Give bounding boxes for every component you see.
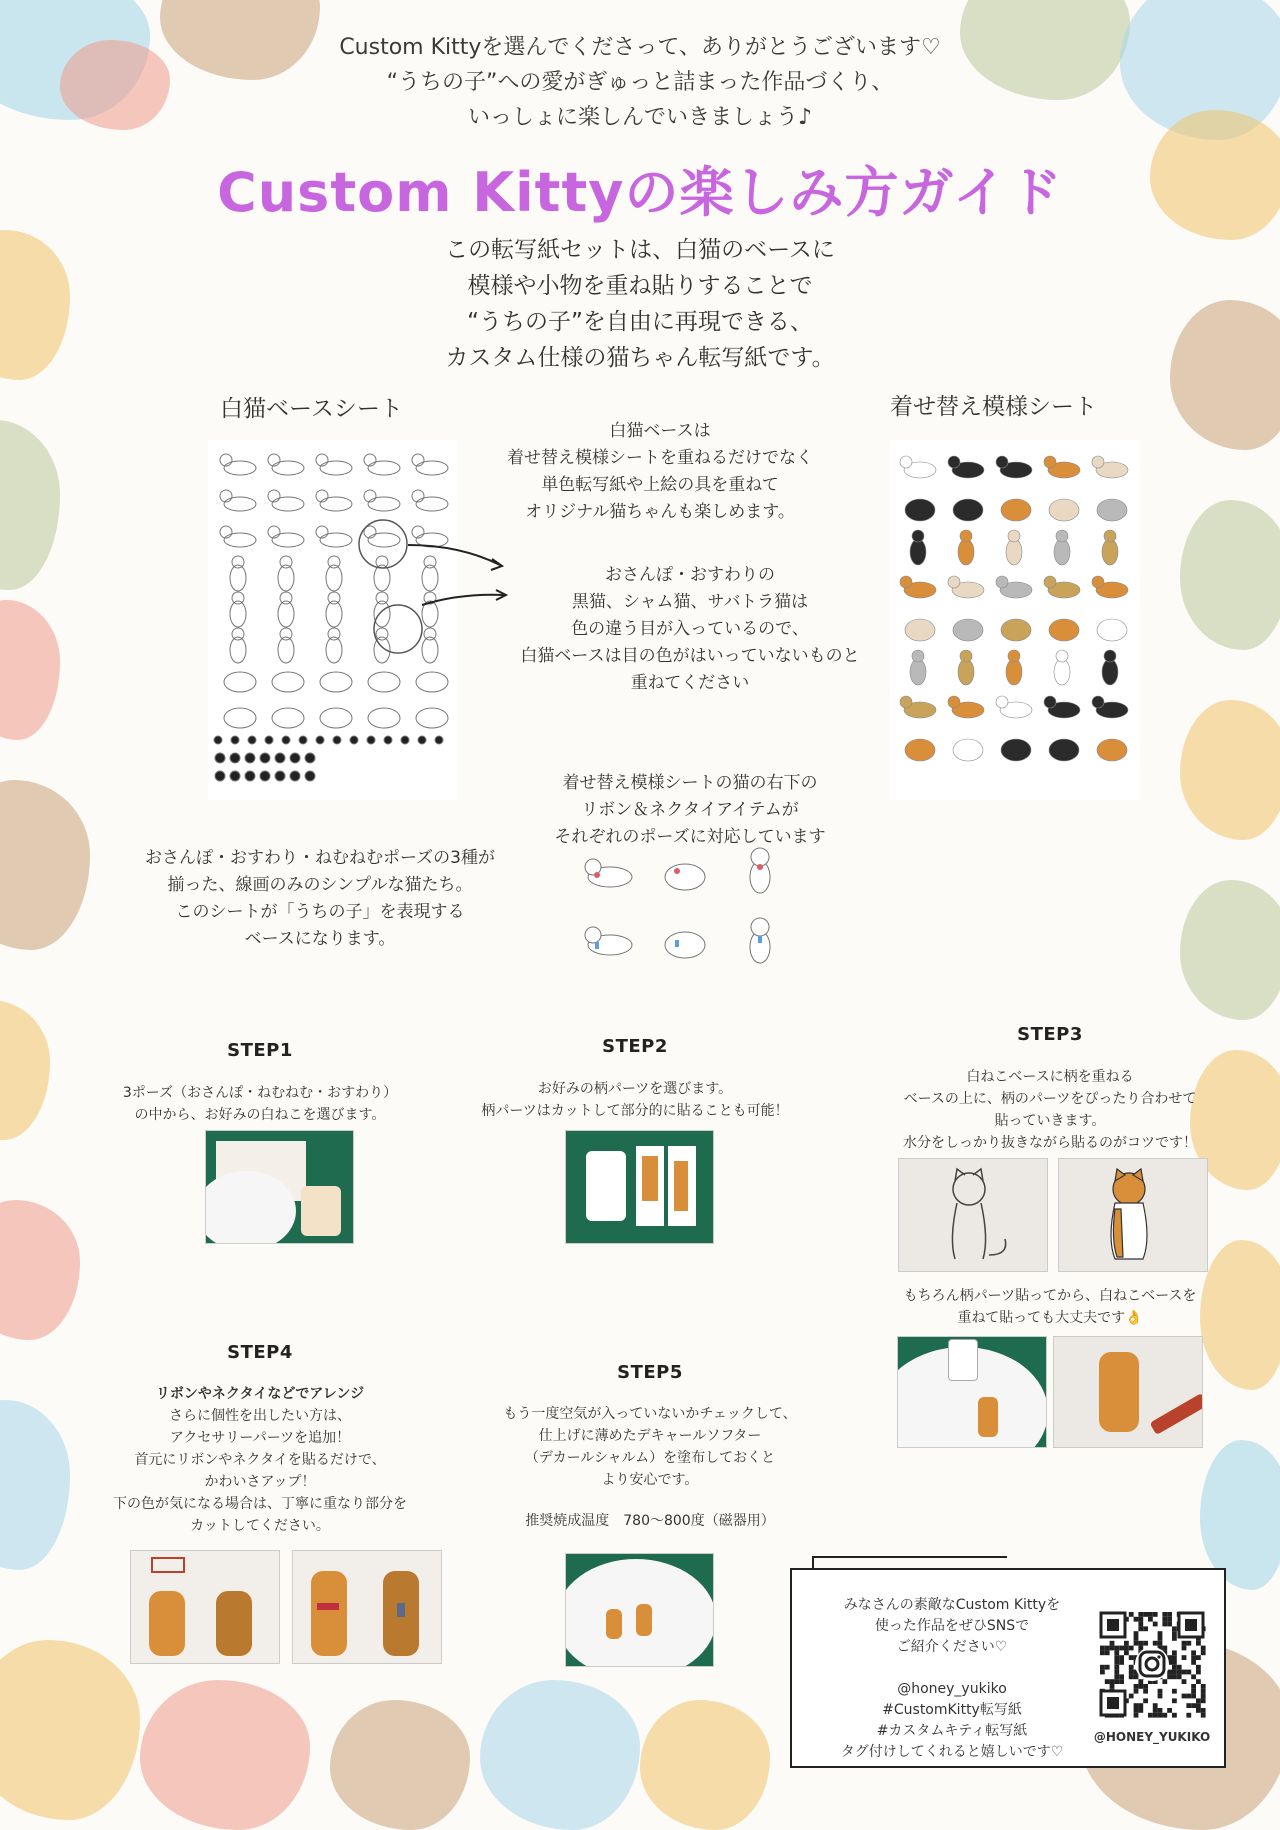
blob (60, 40, 170, 130)
lead-line: 模様や小物を重ね貼りすることで (467, 273, 813, 299)
step3-alt-text (880, 1285, 1220, 1329)
step-line: 貼っていきます。 (994, 1113, 1106, 1129)
step-line: 3ポーズ（おさんぽ・ねむねむ・おすわり） (122, 1085, 398, 1101)
pattern-sheet-image (890, 440, 1140, 800)
step2-title: STEP2 (602, 1036, 668, 1057)
lead-line: この転写紙セットは、白猫のベースに (445, 237, 835, 263)
qr-pattern (1096, 1608, 1208, 1720)
step4-photo-result (292, 1550, 442, 1664)
accessory-examples (575, 845, 795, 985)
note-line: おさんぽ・おすわりの (605, 565, 775, 585)
sns-line: 使った作品をぜひSNSで (874, 1618, 1030, 1634)
sns-line: ご紹介ください♡ (896, 1639, 1008, 1655)
note-line: オリジナル猫ちゃんも楽しめます。 (525, 502, 795, 522)
blob (0, 780, 90, 950)
note-base-usage (470, 418, 850, 526)
blob (1180, 700, 1280, 840)
lead-line: カスタム仕様の猫ちゃん転写紙です。 (445, 345, 835, 371)
blob (1150, 110, 1280, 240)
blob (0, 1000, 50, 1140)
step-line: 白ねこベースに柄を重ねる (966, 1069, 1134, 1085)
step-line: アクセサリーパーツを追加！ (169, 1430, 351, 1446)
qr-code[interactable] (1096, 1608, 1208, 1720)
step5-title: STEP5 (617, 1362, 683, 1383)
note-accessories (510, 770, 870, 851)
step-line: お好みの柄パーツを選びます。 (537, 1081, 733, 1097)
note-line: 単色転写紙や上絵の具を重ねて (541, 475, 779, 495)
note-line: 色の違う目が入っているので、 (571, 619, 809, 639)
step3-photo-plate (897, 1336, 1047, 1448)
blob (480, 1680, 640, 1830)
step-line: の中から、お好みの白ねこを選びます。 (134, 1107, 386, 1123)
blob (0, 1200, 80, 1340)
step-line: （デカールシャルム）を塗布しておくと (524, 1450, 776, 1466)
step4-photo-parts (130, 1550, 280, 1664)
lead-line: “うちの子”を自由に再現できる、 (467, 309, 813, 335)
sns-line: タグ付けしてくれると嬉しいです♡ (840, 1744, 1064, 1760)
page-title: Custom Kittyの楽しみ方ガイド (217, 161, 1063, 224)
note-line: 白猫ベースは (609, 421, 711, 441)
step2-text (460, 1078, 810, 1122)
step4-title: STEP4 (227, 1342, 293, 1363)
step-line: 下の色が気になる場合は、丁寧に重なり部分を (113, 1496, 407, 1512)
intro-line: いっしょに楽しんでいきましょう♪ (467, 105, 813, 130)
sns-hashtag: #CustomKitty転写紙 (882, 1702, 1022, 1718)
note-line: リボン＆ネクタイアイテムが (581, 800, 799, 820)
sns-message (802, 1595, 1102, 1763)
step2-photo (565, 1130, 714, 1244)
blob (1170, 300, 1280, 450)
desc-line: おさんぽ・おすわり・ねむねむポーズの3種が (145, 848, 495, 868)
lead-text (300, 232, 980, 376)
step5-text (480, 1403, 820, 1491)
blob (640, 1700, 770, 1830)
step-line: 柄パーツはカットして部分的に貼ることも可能！ (481, 1103, 789, 1119)
step3-title: STEP3 (1017, 1024, 1083, 1045)
step-line: 水分をしっかり抜きながら貼るのがコツです！ (903, 1135, 1197, 1151)
blob (0, 1640, 140, 1820)
note-line: 重ねてください (630, 673, 750, 693)
note-line: 着せ替え模様シートを重ねるだけでなく (507, 448, 813, 468)
step-line: 仕上げに薄めたデキャールソフター (538, 1428, 762, 1444)
qr-label: @HONEY_YUKIKO (1093, 1730, 1211, 1744)
blob (330, 1700, 470, 1830)
intro-line: Custom Kittyを選んでくださって、ありがとうございます♡ (339, 35, 941, 60)
step-line: 重ねて貼っても大丈夫です👌 (957, 1310, 1143, 1326)
intro-line: “うちの子”への愛がぎゅっと詰まった作品づくり、 (386, 70, 894, 95)
pattern-sheet-cats (890, 440, 1140, 800)
step-line: ベースの上に、柄のパーツをぴったり合わせて (903, 1091, 1197, 1107)
note-eye-color (470, 562, 910, 697)
sns-box (790, 1568, 1226, 1768)
note-line: 黒猫、シャム猫、サバトラ猫は (571, 592, 809, 612)
note-line: 白猫ベースは目の色がはいっていないものと (520, 646, 860, 666)
blob (140, 1680, 310, 1830)
blob (1180, 880, 1280, 1020)
step3-photo-base (898, 1158, 1048, 1272)
firing-temperature: 推奨焼成温度 780〜800度（磁器用） (525, 1513, 775, 1529)
step3-text (880, 1066, 1220, 1154)
blob (0, 230, 70, 380)
step-line: さらに個性を出したい方は、 (169, 1408, 351, 1424)
step-line: カットしてください。 (190, 1518, 330, 1534)
note-line: それぞれのポーズに対応しています (554, 827, 826, 847)
blob (0, 1400, 70, 1570)
step-line: かわいさアップ！ (204, 1474, 316, 1490)
blob (0, 600, 60, 740)
step-line: もう一度空気が入っていないかチェックして、 (503, 1406, 797, 1422)
step3-photo-finish (1053, 1336, 1203, 1448)
sns-box-line (812, 1556, 814, 1568)
blob (1180, 500, 1280, 650)
step1-text (100, 1082, 420, 1126)
desc-line: ベースになります。 (244, 929, 396, 949)
desc-line: 揃った、線画のみのシンプルな猫たち。 (167, 875, 473, 895)
step4-heading: リボンやネクタイなどでアレンジ (155, 1386, 365, 1402)
note-line: 着せ替え模様シートの猫の右下の (562, 773, 818, 793)
step-line: 首元にリボンやネクタイを貼るだけで、 (134, 1452, 386, 1468)
step3-photo-pattern (1058, 1158, 1208, 1272)
intro-message (240, 30, 1040, 135)
step4-text (100, 1383, 420, 1537)
pattern-sheet-title: 着せ替え模様シート (890, 394, 1097, 420)
blob (0, 420, 60, 590)
sns-line: みなさんの素敵なCustom Kittyを (843, 1597, 1061, 1613)
step1-title: STEP1 (227, 1040, 293, 1061)
sns-box-line (812, 1556, 1007, 1558)
desc-line: このシートが「うちの子」を表現する (175, 902, 465, 922)
base-sheet-title: 白猫ベースシート (220, 396, 403, 422)
base-sheet-description (110, 845, 530, 953)
sns-handle: @honey_yukiko (897, 1681, 1007, 1697)
step-line: もちろん柄パーツ貼ってから、白ねこベースを (903, 1288, 1197, 1304)
step-line: より安心です。 (601, 1472, 699, 1488)
step1-photo (205, 1130, 354, 1244)
step5-photo (565, 1553, 714, 1667)
sns-hashtag: #カスタムキティ転写紙 (876, 1723, 1028, 1739)
